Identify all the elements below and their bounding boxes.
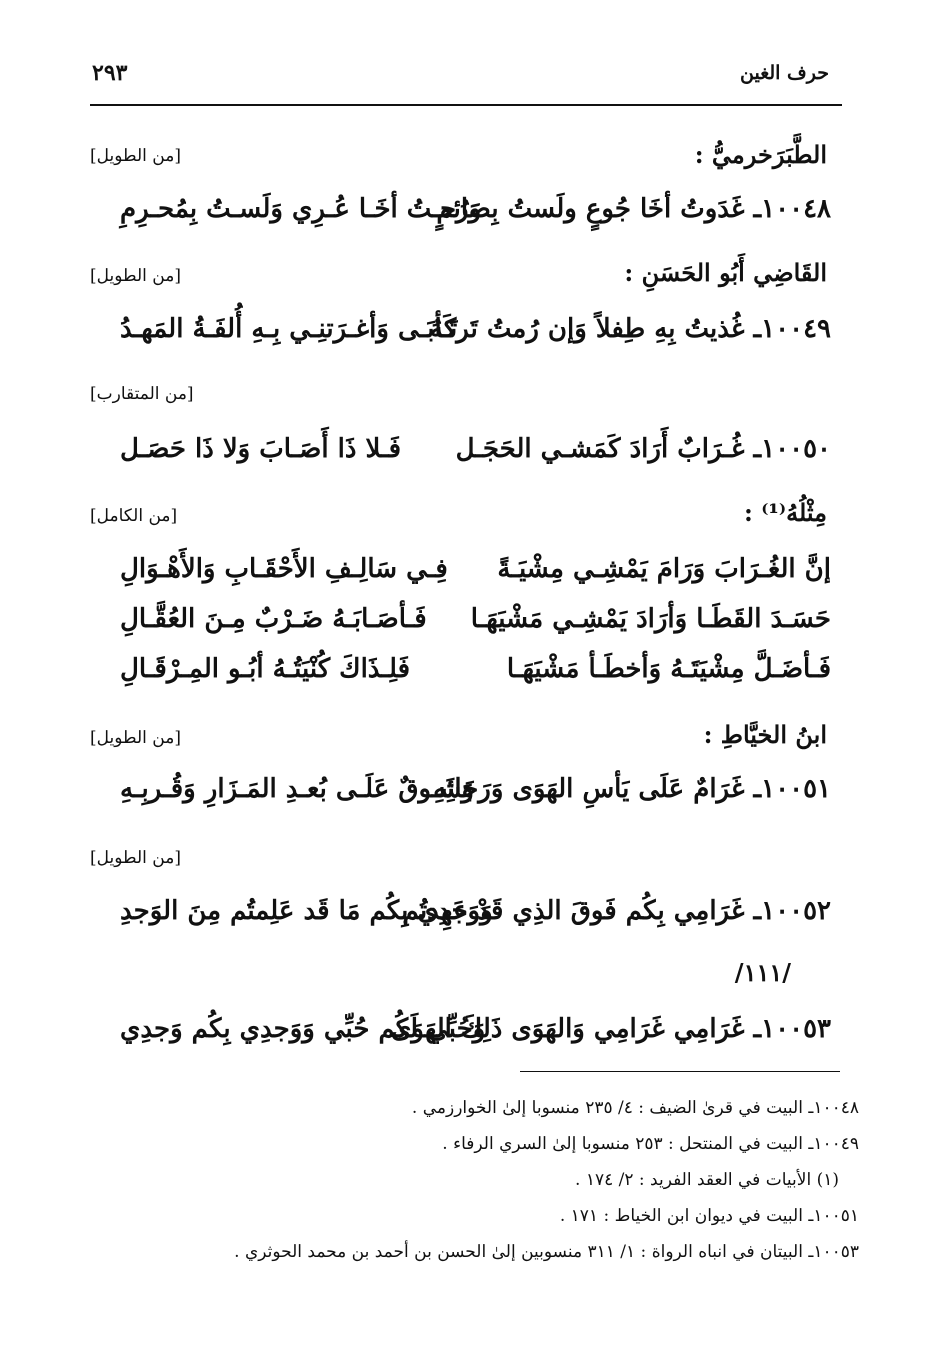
verse-hemistich-right: ١٠٠٥٣ـ غَرَامِي غَرَامِي وَالهَوَى ذَلِكَ الهَوَى bbox=[390, 1014, 831, 1044]
verse-hemistich-right: ١٠٠٥٢ـ غَرَامِي بِكُم فَوقَ الذِي قَدْ عَهِدتُم bbox=[402, 896, 831, 926]
verse-hemistich-right: فَـأضَـلَّ مِشْيَتَـهُ وَأخطَـأ مَشْيَهَـا bbox=[506, 654, 831, 684]
footnote: ١٠٠٥٣ـ البيتان في انباه الرواة : ١/ ٣١١ منسوبين إلىٰ الحسن بن أحمد بن محمد الحوثري . bbox=[234, 1242, 859, 1262]
verse-hemistich-left: وَرُحـتُ أخَـا عُـرِي وَلَسـتُ بِمُحـرِمِ bbox=[120, 194, 482, 224]
footnote: ١٠٠٤٨ـ البيت في قرىٰ الضيف : ٤/ ٢٣٥ منسوبا إلىٰ الخوارزمي . bbox=[411, 1098, 859, 1118]
verse-hemistich-left: فَلِـذَاكَ كُنْيَتُـهُ أبُـو المِـرْقَـالِ bbox=[120, 654, 411, 684]
verse-hemistich-left: وَحُبِّي لَكُم حُبِّي وَوَجدِي بِكُم وَجدِي bbox=[120, 1014, 486, 1044]
running-header-title: حرف الغين bbox=[740, 62, 829, 84]
meter-label: [من الطويل] bbox=[90, 848, 181, 868]
header-rule bbox=[90, 104, 842, 106]
page-number: ٢٩٣ bbox=[92, 60, 128, 86]
verse-hemistich-left: تَـأبَـى وَأغـرَتنِـي بِـهِ أُلفَـةُ المَهـدُ bbox=[120, 314, 458, 344]
meter-label: [من المتقارب] bbox=[90, 384, 194, 404]
verse-hemistich-left: وَوَجدِي بِكُم مَا قَد عَلِمتُم مِنَ الوَجدِ bbox=[120, 896, 493, 926]
verse-hemistich-right: إنَّ الغُـرَابَ وَرَامَ يَمْشِـي مِشْيَـةً bbox=[497, 554, 831, 584]
verse-hemistich-left: فِـي سَالِـفِ الأَحْقَـابِ وَالأَهْـوَالِ bbox=[120, 554, 448, 584]
verse-hemistich-right: حَسَـدَ القَطَـا وَأرَادَ يَمْشِـي مَشْيَهَـا bbox=[470, 604, 831, 634]
poet-name: مِثْلُهُ⁽¹⁾ : bbox=[744, 498, 827, 527]
poet-name: ابنُ الخيَّاطِ : bbox=[703, 720, 827, 749]
verse-hemistich-left: فَـلا ذَا أَصَـابَ وَلا ذَا حَصَـل bbox=[120, 434, 402, 464]
footnote-rule bbox=[520, 1071, 840, 1072]
verse-hemistich-right: ١٠٠٥٠ـ غُـرَابٌ أَرَادَ كَمَشـي الحَجَـل bbox=[455, 434, 831, 464]
footnote: (١) الأبيات في العقد الفريد : ٢/ ١٧٤ . bbox=[575, 1170, 839, 1190]
verse-hemistich-right: ١٠٠٤٩ـ غُذيتُ بِهِ طِفلاً وَإن رُمتُ تَركَهُ bbox=[429, 314, 831, 344]
meter-label: [من الكامل] bbox=[90, 506, 178, 526]
poet-name: القَاضِي أَبُو الحَسَنِ : bbox=[624, 258, 827, 287]
verse-hemistich-right: ١٠٠٥١ـ غَرَامٌ عَلَى يَأسِ الهَوَى وَرَجَائِهِ bbox=[433, 774, 831, 804]
verse-hemistich-right: ١٠٠٤٨ـ غَدَوتُ أخَا جُوعٍ ولَستُ بِصَائمٍ bbox=[436, 194, 831, 224]
meter-label: [من الطويل] bbox=[90, 146, 181, 166]
footnote: ١٠٠٤٩ـ البيت في المنتحل : ٢٥٣ منسوبا إلىٰ السري الرفاء . bbox=[442, 1134, 859, 1154]
meter-label: [من الطويل] bbox=[90, 728, 181, 748]
footnote: ١٠٠٥١ـ البيت في ديوان ابن الخياط : ١٧١ . bbox=[559, 1206, 859, 1226]
manuscript-folio-marker: /١١١/ bbox=[734, 958, 791, 987]
meter-label: [من الطويل] bbox=[90, 266, 181, 286]
verse-hemistich-left: فَـأصَـابَـهُ ضَـرْبٌ مِـنَ العُقَّـالِ bbox=[120, 604, 427, 634]
verse-hemistich-left: وَشَـوقٌ عَلَـى بُعـدِ المَـزَارِ وَقُـربِـهِ bbox=[120, 774, 474, 804]
poet-name: الطَّبَرَخرميُّ : bbox=[694, 140, 827, 169]
